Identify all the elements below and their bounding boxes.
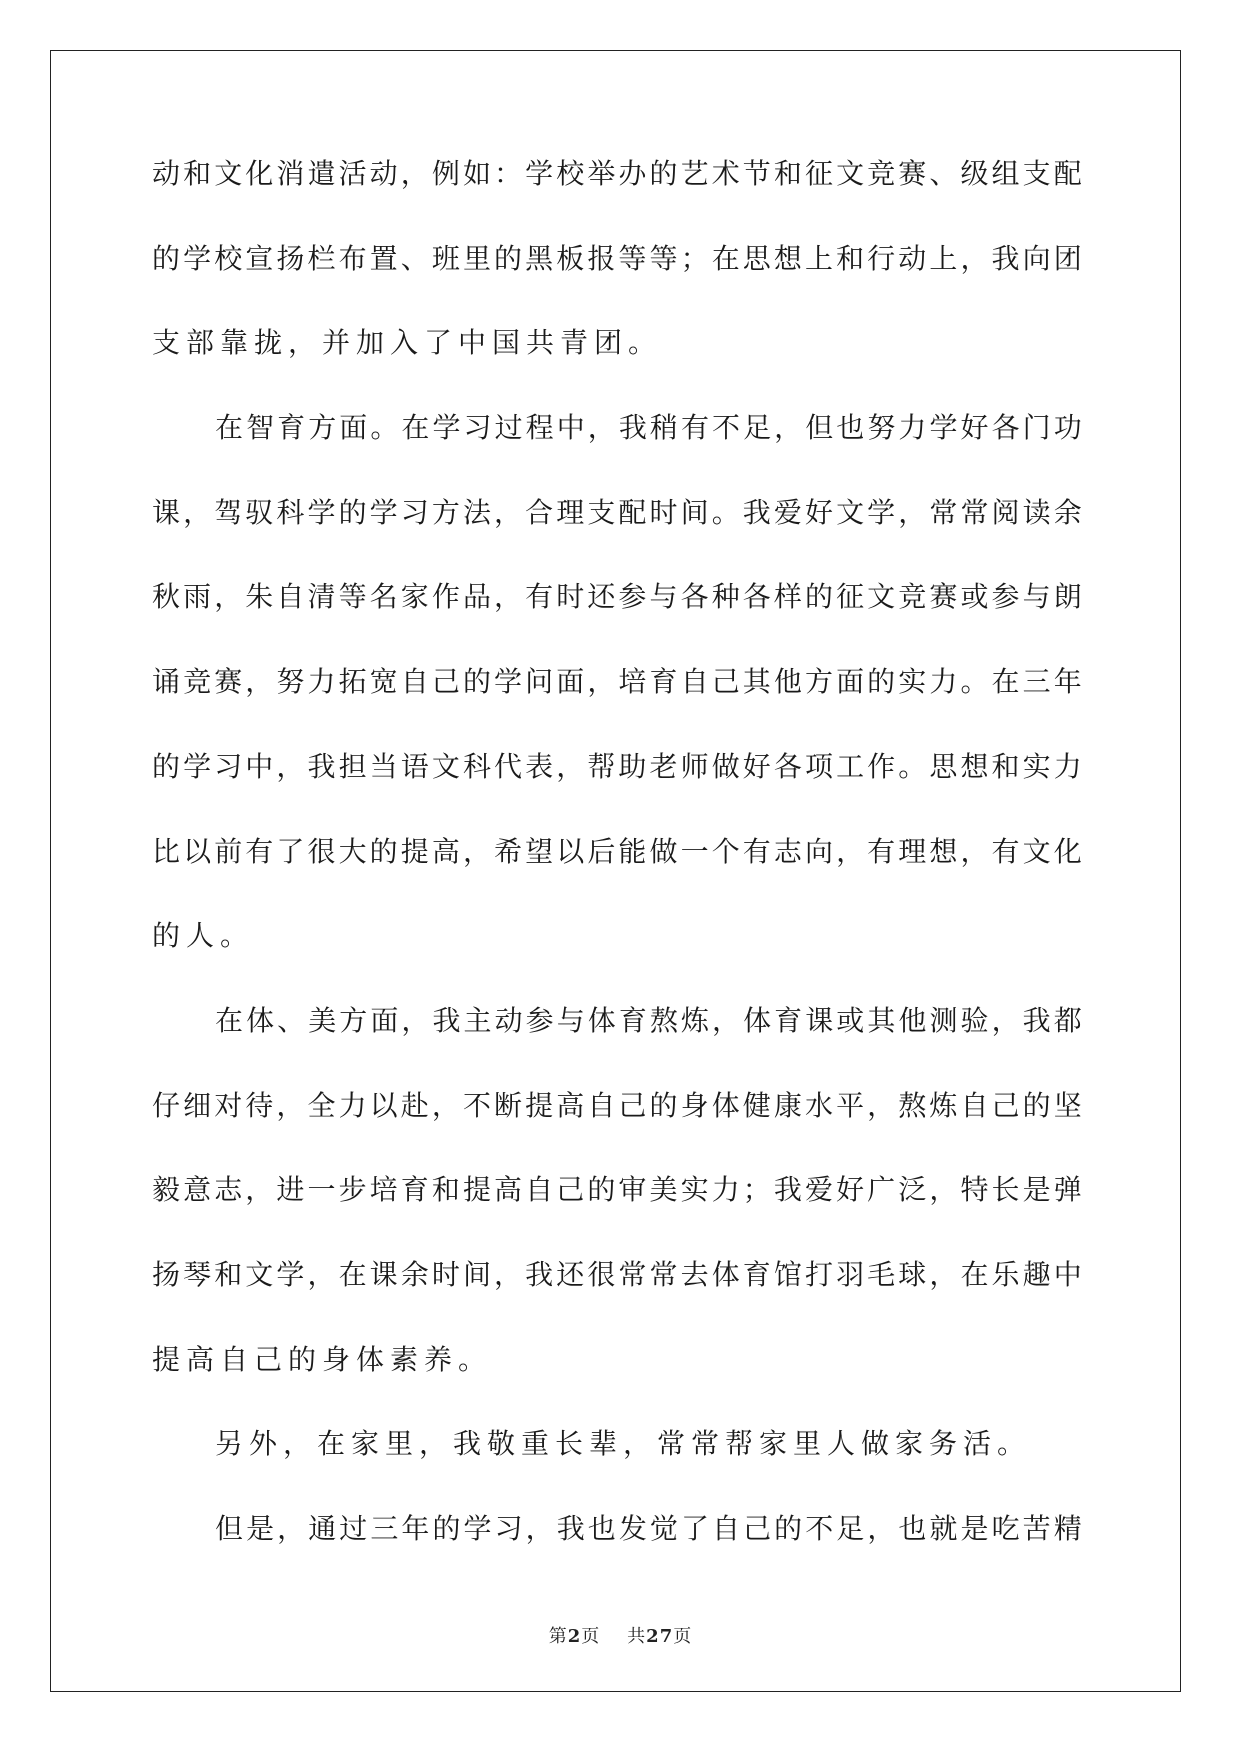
text-line: 仔 细 对 待 ， 全 力 以 赴 ， 不 断 提 高 自 己 的 身 体 健 康 水 平 ， 熬 炼 自 己 的 坚 [152, 1088, 1082, 1122]
total-unit: 页 [673, 1626, 693, 1647]
text-line: 另外，在家里，我敬重长辈，常常帮家里人做家务活。 [215, 1427, 1032, 1461]
document-body [152, 157, 1082, 1600]
text-line: 但 是 ， 通 过 三 年 的 学 习 ， 我 也 发 觉 了 自 己 的 不 足 ， 也 就 是 吃 苦 精 [215, 1512, 1082, 1545]
text-line: 提高自己的身体素养。 [152, 1342, 493, 1376]
page-current: 2 [567, 1626, 582, 1647]
text-line: 在 智 育 方 面 。 在 学 习 过 程 中 ， 我 稍 有 不 足 ， 但 也 努 力 学 好 各 门 功 [215, 411, 1082, 445]
text-line: 课 ， 驾 驭 科 学 的 学 习 方 法 ， 合 理 支 配 时 间 。 我 爱 好 文 学 ， 常 常 阅 读 余 [152, 495, 1082, 529]
text-line: 的 学 习 中 ， 我 担 当 语 文 科 代 表 ， 帮 助 老 师 做 好 各 项 工 作 。 思 想 和 实 力 [152, 749, 1082, 783]
page-footer [0, 1622, 1241, 1648]
text-line: 的 学 校 宣 扬 栏 布 置 、 班 里 的 黑 板 报 等 等 ； 在 思 想 上 和 行 动 上 ， 我 向 团 [152, 241, 1082, 275]
text-line: 在 体 、 美 方 面 ， 我 主 动 参 与 体 育 熬 炼 ， 体 育 课 或 其 他 测 验 ， 我 都 [215, 1003, 1082, 1037]
text-line: 的人。 [152, 919, 255, 953]
text-line: 诵 竞 赛 ， 努 力 拓 宽 自 己 的 学 问 面 ， 培 育 自 己 其 他 方 面 的 实 力 。 在 三 年 [152, 665, 1082, 699]
page-total: 27 [646, 1626, 674, 1647]
text-line: 比 以 前 有 了 很 大 的 提 高 ， 希 望 以 后 能 做 一 个 有 志 向 ， 有 理 想 ， 有 文 化 [152, 834, 1082, 868]
total-prefix: 共 [627, 1626, 647, 1647]
text-line: 动 和 文 化 消 遣 活 动 ， 例 如 ： 学 校 举 办 的 艺 术 节 和 征 文 竞 赛 、 级 组 支 配 [152, 157, 1082, 190]
text-line: 毅 意 志 ， 进 一 步 培 育 和 提 高 自 己 的 审 美 实 力 ； 我 爱 好 广 泛 ， 特 长 是 弹 [152, 1173, 1082, 1207]
text-line: 支部靠拢，并加入了中国共青团。 [152, 326, 663, 360]
page-unit: 页 [581, 1626, 601, 1647]
page-prefix: 第 [548, 1626, 568, 1647]
text-line: 扬 琴 和 文 学 ， 在 课 余 时 间 ， 我 还 很 常 常 去 体 育 馆 打 羽 毛 球 ， 在 乐 趣 中 [152, 1257, 1082, 1291]
text-line: 秋 雨 ， 朱 自 清 等 名 家 作 品 ， 有 时 还 参 与 各 种 各 样 的 征 文 竞 赛 或 参 与 朗 [152, 580, 1082, 614]
